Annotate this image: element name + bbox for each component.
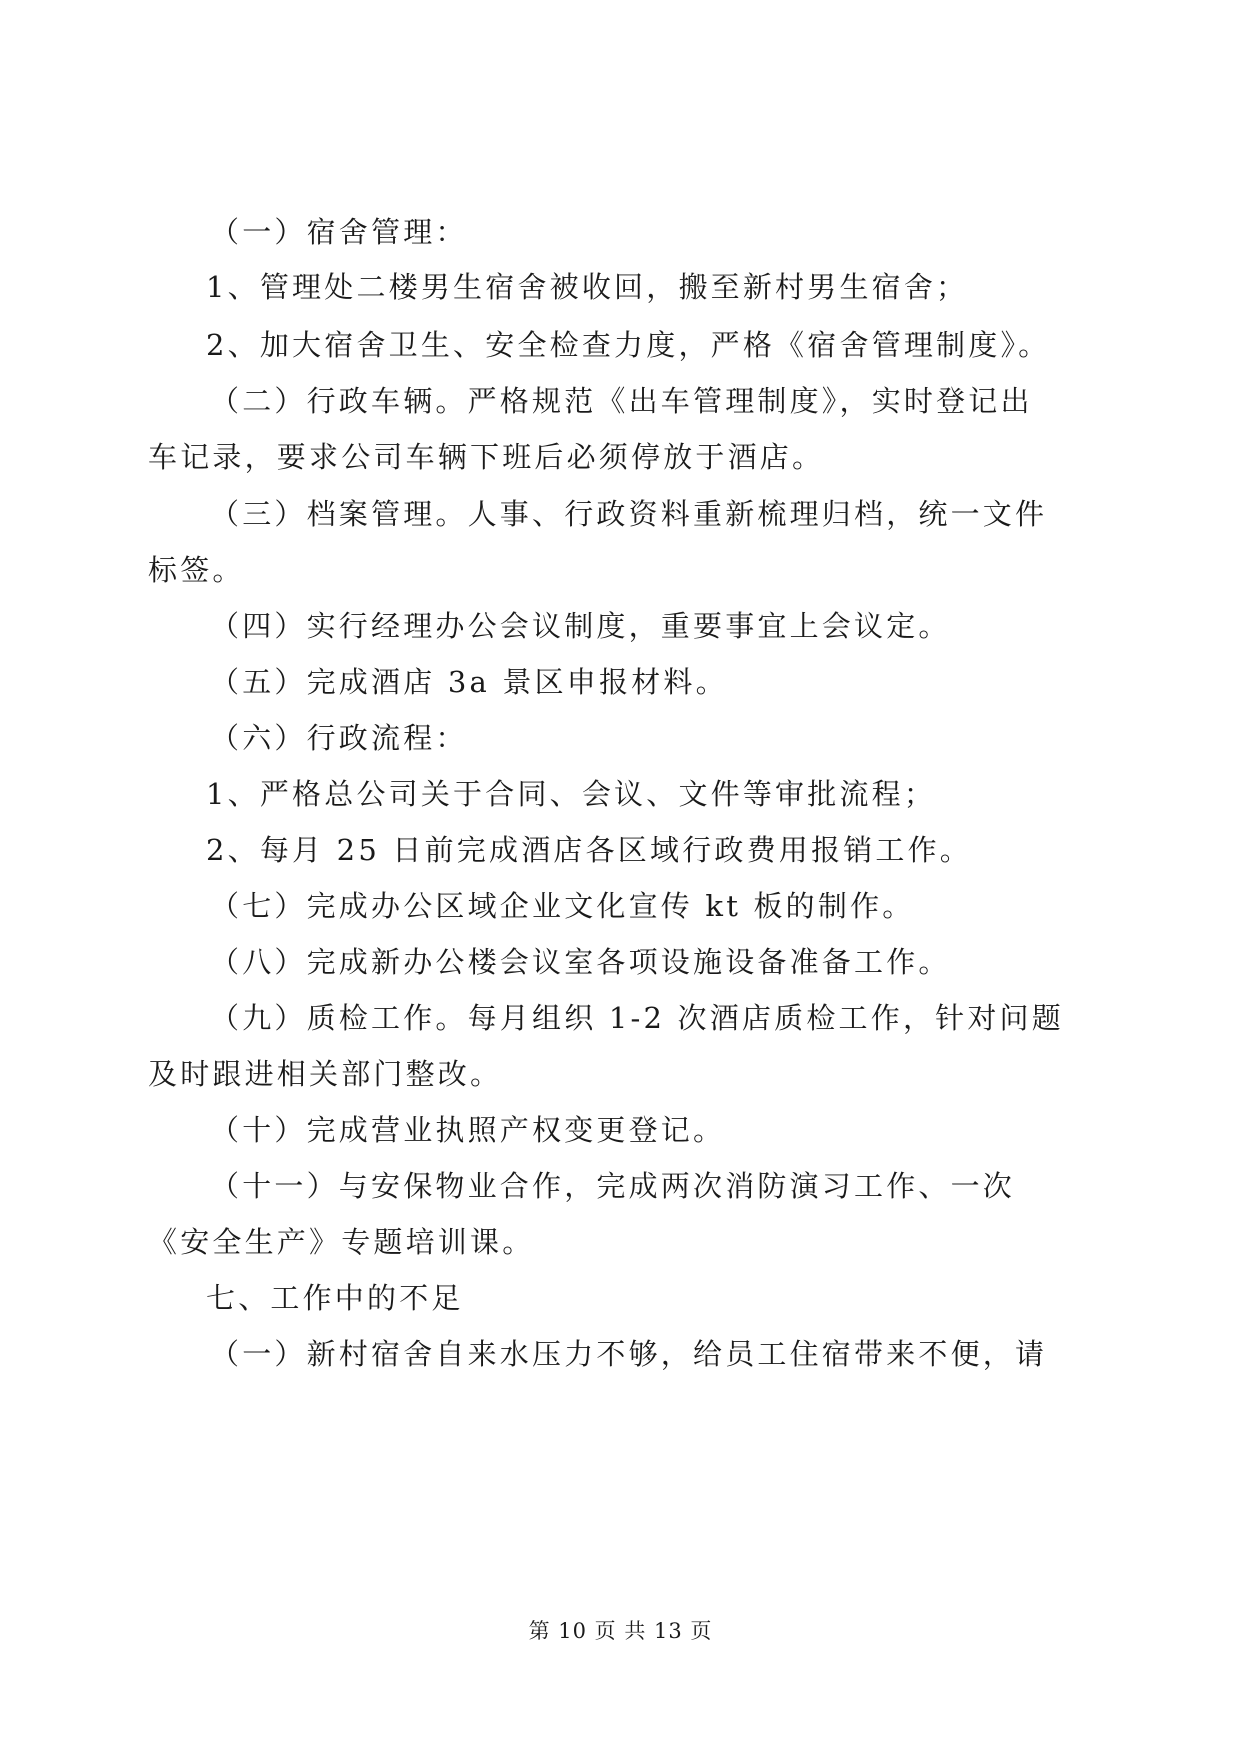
text-line: 车记录，要求公司车辆下班后必须停放于酒店。 bbox=[148, 440, 825, 474]
text-line: （八）完成新办公楼会议室各项设施设备准备工作。 bbox=[210, 945, 951, 979]
text-line: 《安全生产》专题培训课。 bbox=[148, 1225, 535, 1259]
section-heading: 七、工作中的不足 bbox=[206, 1281, 464, 1315]
text-line: （五）完成酒店 3a 景区申报材料。 bbox=[210, 665, 728, 699]
text-line: （十一）与安保物业合作，完成两次消防演习工作、一次 bbox=[210, 1169, 1016, 1203]
text-line: （二）行政车辆。严格规范《出车管理制度》，实时登记出 bbox=[210, 384, 1033, 418]
text-line: （六）行政流程： bbox=[210, 721, 468, 755]
text-line: （三）档案管理。人事、行政资料重新梳理归档，统一文件 bbox=[210, 497, 1048, 531]
text-line: （七）完成办公区域企业文化宣传 kt 板的制作。 bbox=[210, 889, 915, 923]
text-line: （一）宿舍管理： bbox=[210, 215, 468, 249]
text-line: （四）实行经理办公会议制度，重要事宜上会议定。 bbox=[210, 609, 951, 643]
text-line: （十）完成营业执照产权变更登记。 bbox=[210, 1113, 726, 1147]
text-line: （一）新村宿舍自来水压力不够，给员工住宿带来不便，请 bbox=[210, 1337, 1048, 1371]
text-line: 及时跟进相关部门整改。 bbox=[148, 1057, 503, 1091]
page-number-footer: 第 10 页 共 13 页 bbox=[528, 1619, 713, 1643]
text-line: （九）质检工作。每月组织 1-2 次酒店质检工作，针对问题 bbox=[210, 1001, 1064, 1035]
text-line: 2、加大宿舍卫生、安全检查力度，严格《宿舍管理制度》。 bbox=[206, 328, 1051, 362]
text-line: 2、每月 25 日前完成酒店各区域行政费用报销工作。 bbox=[206, 833, 972, 867]
text-line: 标签。 bbox=[148, 553, 245, 587]
text-line: 1、管理处二楼男生宿舍被收回，搬至新村男生宿舍； bbox=[206, 270, 969, 304]
text-line: 1、严格总公司关于合同、会议、文件等审批流程； bbox=[206, 777, 937, 811]
